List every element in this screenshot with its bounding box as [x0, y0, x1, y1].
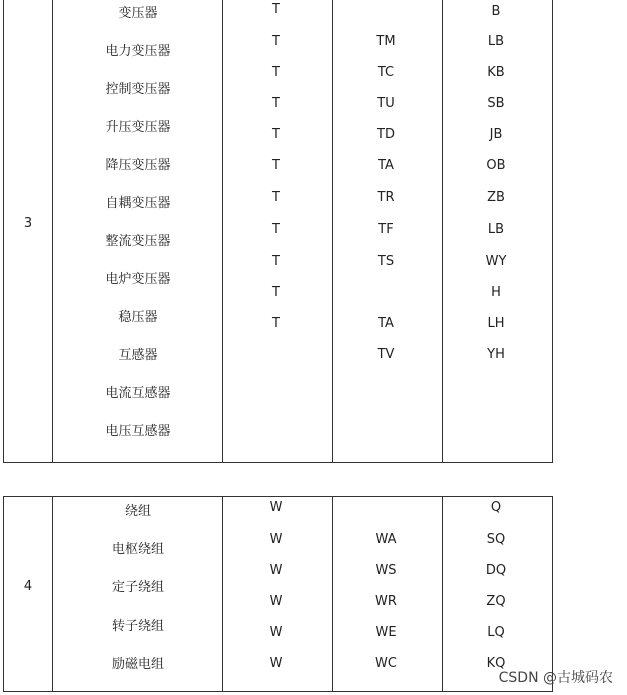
group-number: 4 — [23, 579, 33, 594]
device-name: 电炉变压器 — [105, 272, 171, 287]
code-cell: LB — [487, 222, 505, 237]
device-name: 升压变压器 — [105, 120, 171, 135]
code-cell: T — [272, 190, 280, 205]
code-cell: T — [272, 96, 280, 111]
group-number: 3 — [23, 216, 33, 231]
device-name: 变压器 — [118, 6, 158, 21]
code-cell: T — [272, 285, 280, 300]
code-cell: TA — [378, 316, 394, 331]
table-section-4 — [3, 496, 553, 692]
column-divider — [52, 497, 53, 691]
code-cell: LH — [487, 316, 505, 331]
code-cell: WC — [375, 656, 397, 671]
code-cell: Q — [490, 500, 502, 515]
table-section-3 — [3, 0, 553, 463]
code-cell: TV — [377, 347, 395, 362]
code-cell: T — [272, 65, 280, 80]
device-name: 定子绕组 — [111, 580, 165, 595]
code-cell: ZB — [487, 190, 505, 205]
device-name: 电枢绕组 — [111, 542, 165, 557]
code-cell: TC — [377, 65, 395, 80]
code-cell: ZQ — [486, 594, 506, 609]
code-cell: W — [269, 625, 283, 640]
code-cell: TS — [377, 254, 395, 269]
code-cell: TM — [376, 34, 396, 49]
csdn-watermark: CSDN @古城码农 — [498, 670, 613, 686]
device-name: 控制变压器 — [105, 82, 171, 97]
code-cell: T — [272, 2, 280, 17]
column-divider — [332, 0, 333, 462]
code-cell: WY — [485, 254, 507, 269]
code-cell: W — [269, 563, 283, 578]
device-name: 励磁电组 — [111, 657, 165, 672]
column-divider — [52, 0, 53, 462]
code-cell: TA — [378, 158, 394, 173]
code-cell: W — [269, 532, 283, 547]
device-name: 电流互感器 — [105, 386, 171, 401]
column-divider — [222, 497, 223, 691]
device-name: 稳压器 — [118, 310, 158, 325]
code-cell: T — [272, 316, 280, 331]
code-cell: KB — [487, 65, 505, 80]
code-cell: W — [269, 594, 283, 609]
code-cell: SQ — [486, 532, 506, 547]
column-divider — [332, 497, 333, 691]
code-cell: T — [272, 127, 280, 142]
code-cell: W — [269, 656, 283, 671]
column-divider — [442, 497, 443, 691]
device-name: 绕组 — [124, 504, 152, 519]
code-cell: WE — [375, 625, 397, 640]
column-divider — [442, 0, 443, 462]
code-cell: T — [272, 34, 280, 49]
column-divider — [222, 0, 223, 462]
code-cell: H — [491, 285, 501, 300]
code-cell: JB — [489, 127, 503, 142]
code-cell: KQ — [486, 656, 506, 671]
code-cell: WS — [375, 563, 397, 578]
device-name: 整流变压器 — [105, 234, 171, 249]
code-cell: TF — [378, 222, 394, 237]
code-cell: TD — [377, 127, 395, 142]
code-cell: T — [272, 254, 280, 269]
device-name: 自耦变压器 — [105, 196, 171, 211]
code-cell: OB — [486, 158, 506, 173]
code-cell: YH — [487, 347, 505, 362]
device-name: 电力变压器 — [105, 44, 171, 59]
code-cell: B — [491, 4, 501, 19]
code-cell: WR — [375, 594, 397, 609]
device-name: 互感器 — [118, 348, 158, 363]
code-cell: WA — [375, 532, 397, 547]
code-cell: SB — [487, 96, 505, 111]
code-cell: TR — [377, 190, 395, 205]
code-cell: W — [269, 500, 283, 515]
code-cell: LQ — [487, 625, 505, 640]
device-name: 电压互感器 — [105, 424, 171, 439]
code-cell: T — [272, 222, 280, 237]
device-name: 转子绕组 — [111, 619, 165, 634]
code-cell: TU — [377, 96, 395, 111]
code-cell: LB — [487, 34, 505, 49]
device-name: 降压变压器 — [105, 158, 171, 173]
code-cell: T — [272, 158, 280, 173]
code-cell: DQ — [485, 563, 507, 578]
